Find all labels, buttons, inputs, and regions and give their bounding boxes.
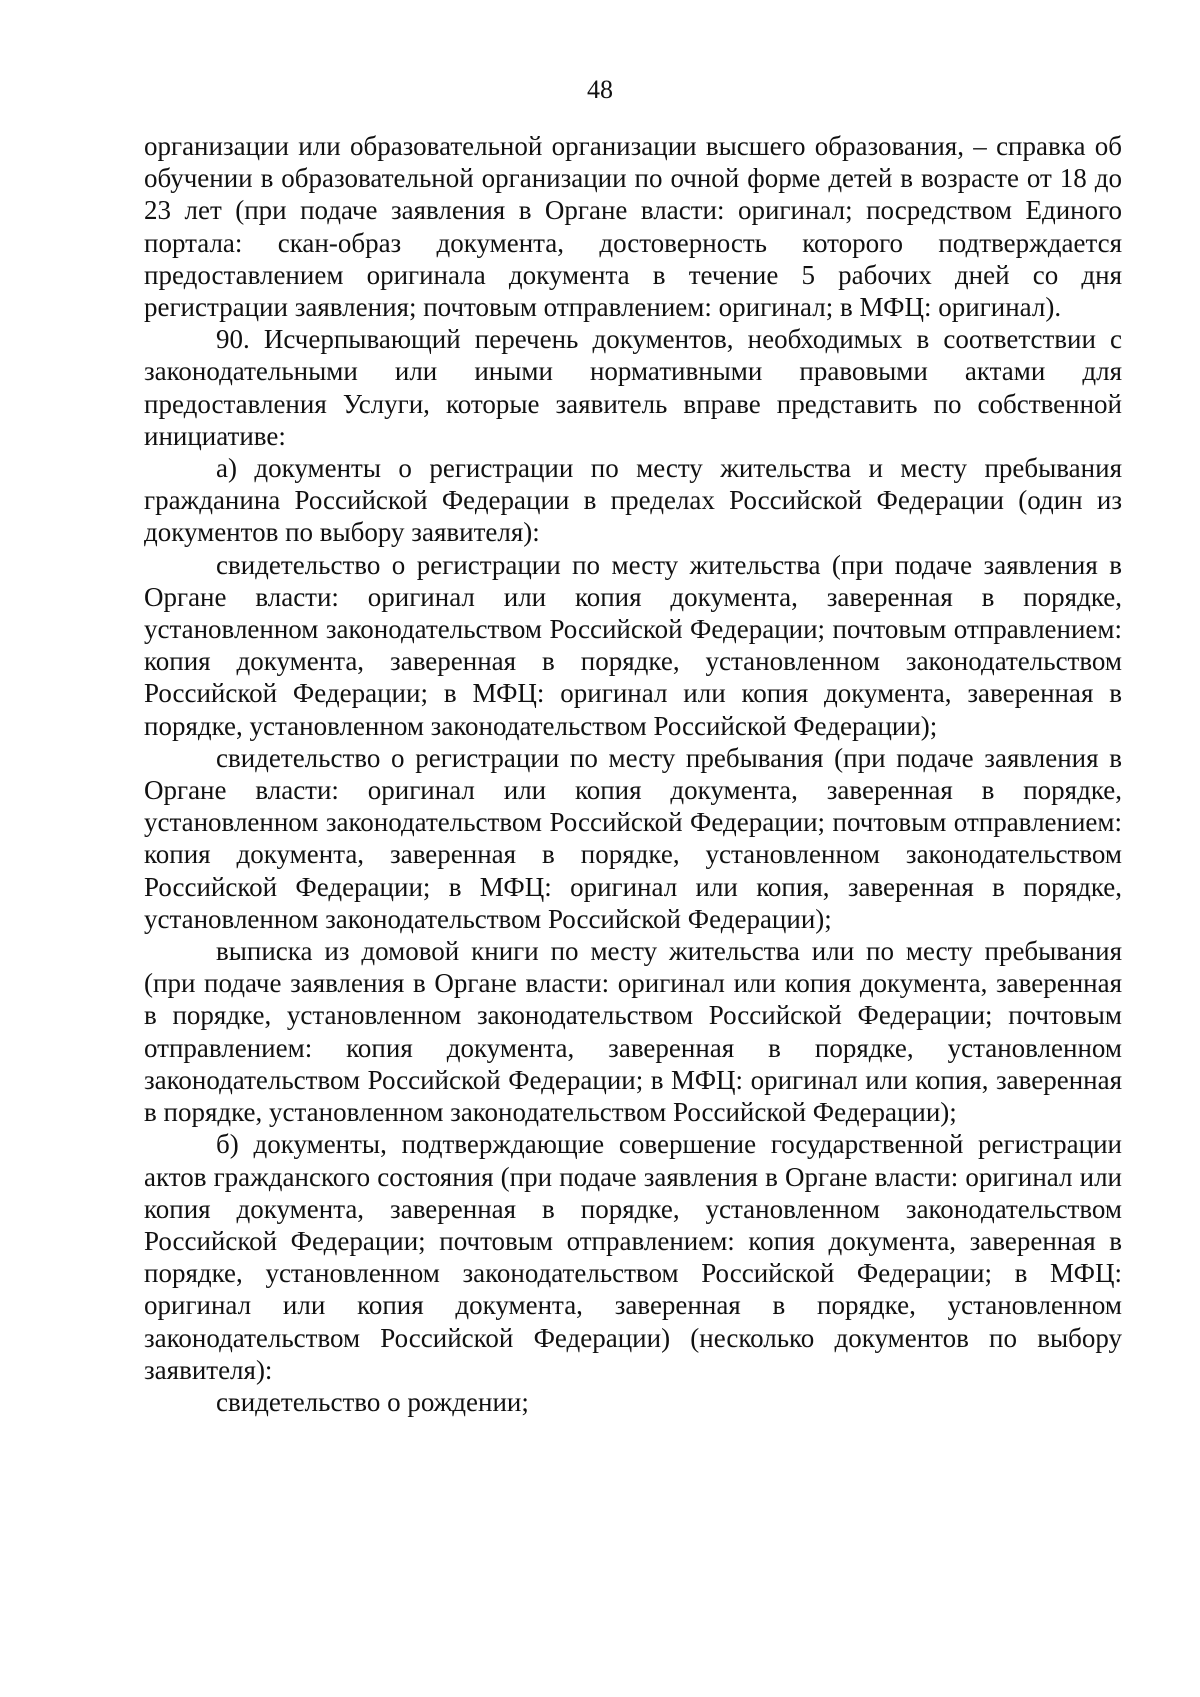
paragraph-stay-certificate: свидетельство о регистрации по месту пребывания (при подаче заявления в Органе власти: оригинал или копия документа, заверенная в порядке, установленном законодательством Российской Федерации; почтовым отправлением: копия документа, заверенная в порядке, установленном законодательством Российской Федерации; в МФЦ: оригинал или копия, заверенная в порядке, установленном законодательством Российской Федерации);	[144, 742, 1122, 934]
paragraph-residence-certificate: свидетельство о регистрации по месту жительства (при подаче заявления в Органе власти: оригинал или копия документа, заверенная в порядке, установленном законодательством Российской Федерации; почтовым отправлением: копия документа, заверенная в порядке, установленном законодательством Российской Федерации; в МФЦ: оригинал или копия документа, заверенная в порядке, установленном законодательством Российской Федерации);	[144, 549, 1122, 741]
paragraph-item-90: 90. Исчерпывающий перечень документов, необходимых в соответствии с законодательными или иными нормативными правовыми актами для предоставления Услуги, которые заявитель вправе представить по собственной инициативе:	[144, 324, 1122, 451]
document-body	[144, 130, 1122, 1418]
paragraph-continuation: организации или образовательной организации высшего образования, – справка об обучении в образовательной организации по очной форме детей в возрасте от 18 до 23 лет (при подаче заявления в Органе власти: оригинал; посредством Единого портала: скан-образ документа, достоверность которого подтверждается предоставлением оригинала документа в течение 5 рабочих дней со дня регистрации заявления; почтовым отправлением: оригинал; в МФЦ: оригинал).	[144, 131, 1122, 323]
paragraph-subitem-a: а) документы о регистрации по месту жительства и месту пребывания гражданина Российской Федерации в пределах Российской Федерации (один из документов по выбору заявителя):	[144, 453, 1122, 548]
paragraph-subitem-b: б) документы, подтверждающие совершение государственной регистрации актов гражданского состояния (при подаче заявления в Органе власти: оригинал или копия документа, заверенная в порядке, установленном законодательством Российской Федерации; почтовым отправлением: копия документа, заверенная в порядке, установленном законодательством Российской Федерации; в МФЦ: оригинал или копия документа, заверенная в порядке, установленном законодательством Российской Федерации) (несколько документов по выбору заявителя):	[144, 1129, 1122, 1385]
page-number: 48	[587, 75, 613, 104]
paragraph-house-book-extract: выписка из домовой книги по месту жительства или по месту пребывания (при подаче заявления в Органе власти: оригинал или копия документа, заверенная в порядке, установленном законодательством Российской Федерации; почтовым отправлением: копия документа, заверенная в порядке, установленном законодательством Российской Федерации; в МФЦ: оригинал или копия, заверенная в порядке, установленном законодательством Российской Федерации);	[144, 936, 1122, 1128]
paragraph-birth-certificate: свидетельство о рождении;	[216, 1386, 529, 1417]
